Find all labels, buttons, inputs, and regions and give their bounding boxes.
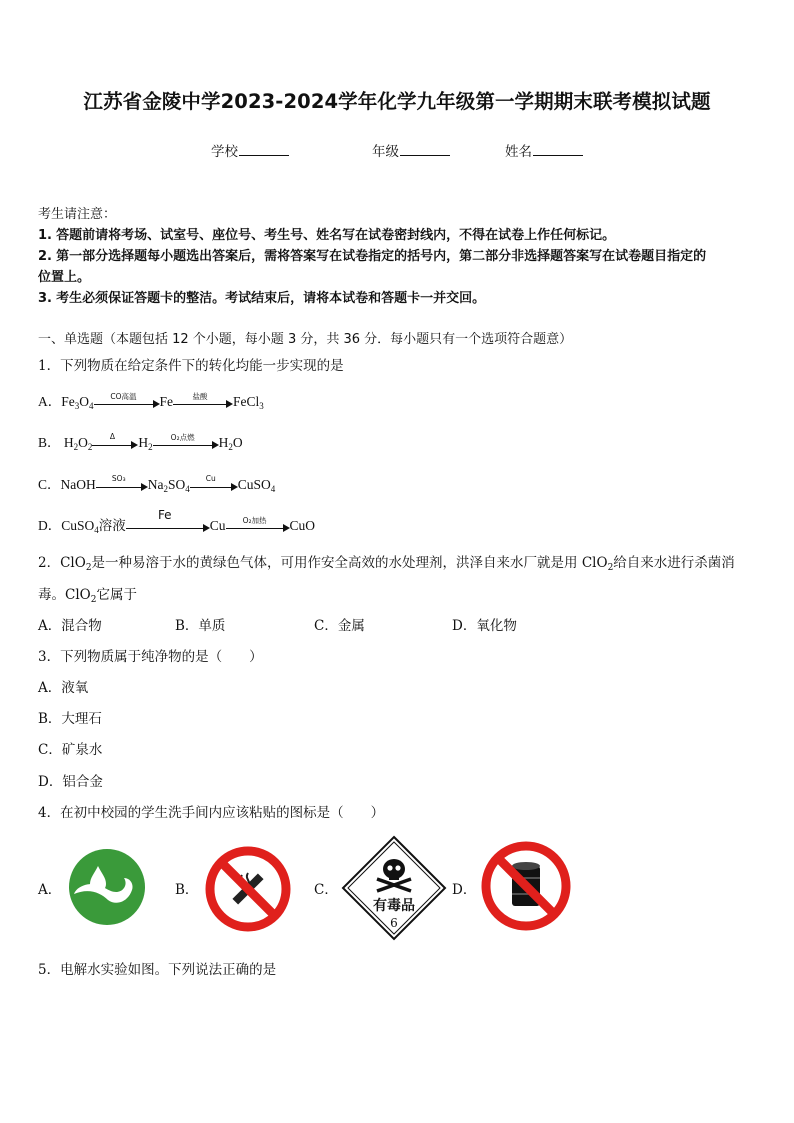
q2-text: 毒。ClO [38,587,91,603]
subscript: 2 [148,442,153,452]
q2-text: 给自来水进行杀菌消 [613,555,735,571]
subscript: 2 [85,563,92,573]
name-label: 姓名 [505,144,532,160]
q5-stem: 5．电解水实验如图。下列说法正确的是 [38,962,277,978]
formula: NaOH [60,477,96,492]
notice-text: 答题前请将考场、试室号、座位号、考生号、姓名写在试卷密封线内，不得在试卷上作任何标记。 [56,228,616,243]
notice-num: 1. [38,228,52,243]
reaction-arrow [190,473,238,495]
condition: SO₃ [111,473,126,483]
q2-stem-line1 [38,551,735,573]
q4-label-a: A． [38,882,62,898]
no-smoking-icon[interactable] [204,845,292,933]
formula: O [232,435,243,450]
subscript: 4 [94,525,99,535]
q2-text: 2．ClO [38,555,86,571]
condition: O₂点燃 [170,432,195,442]
formula: H [218,435,229,450]
subscript: 4 [89,401,94,411]
q1-option-b[interactable] [38,431,243,453]
reaction-arrow [96,473,148,495]
formula: O [79,394,89,409]
formula: H [63,435,74,450]
notice-num: 3. [38,291,52,306]
school-blank[interactable] [239,143,289,156]
condition: O₂加热 [242,515,267,525]
water-saving-icon[interactable] [68,848,146,926]
subscript: 3 [74,401,80,411]
notice-text: 第一部分选择题每小题选出答案后，需将答案写在试卷指定的括号内，第二部分非选择题答案写在试卷题目指定的 [56,249,707,264]
notice-text: 位置上。 [38,270,91,285]
reaction-arrow [126,507,210,536]
formula: Fe [61,394,75,409]
subscript: 2 [228,442,233,452]
formula: Cu [209,518,226,533]
subscript: 2 [163,484,169,494]
subscript: 2 [90,595,97,605]
name-field [505,140,583,160]
grade-label: 年级 [372,144,399,160]
q1-option-c[interactable] [38,473,275,495]
grade-blank[interactable] [400,143,450,156]
condition: 盐酸 [192,391,208,401]
notice-item-2-cont [38,266,90,285]
q4-label-c: C． [314,882,338,898]
name-blank[interactable] [533,143,583,156]
reaction-arrow [94,391,160,412]
notice-item-3 [38,287,485,306]
subscript: 2 [87,442,93,452]
school-label: 学校 [211,144,238,160]
formula: CuSO [237,477,271,492]
q3-option-b[interactable]: B．大理石 [38,711,102,727]
q2-option-c[interactable]: C．金属 [314,618,365,634]
q3-stem: 3．下列物质属于纯净物的是（ ） [38,649,263,665]
q1-stem: 1．下列物质在给定条件下的转化均能一步实现的是 [38,358,344,374]
page-title: 江苏省金陵中学2023-2024学年化学九年级第一学期期末联考模拟试题 [83,90,711,113]
option-label: A． [38,394,62,409]
q2-text: 它属于 [96,587,137,603]
reaction-arrow [226,515,290,536]
q4-label-d: D． [452,882,477,898]
q2-text: 是一种易溶于水的黄绿色气体，可用作安全高效的水处理剂，洪泽自来水厂就是用 ClO [91,555,608,571]
q3-option-a[interactable]: A．液氧 [38,680,89,696]
subscript: 4 [185,484,190,494]
formula: Fe [159,394,173,409]
q4-label-b: B． [175,882,199,898]
toxic-class-number: 6 [390,916,398,930]
toxic-label: 有毒品 [373,898,415,914]
reaction-arrow [92,431,138,453]
notice-item-2 [38,245,706,264]
option-label: C． [38,477,61,492]
toxic-substance-icon[interactable] [341,835,447,941]
condition: Δ [109,431,115,441]
condition: CO高温 [110,391,137,401]
subscript: 2 [73,442,79,452]
school-field [211,140,289,160]
condition: Fe [157,507,172,522]
section-heading: 一、单选题（本题包括 12 个小题，每小题 3 分，共 36 分．每小题只有一个选项符合题意） [38,332,573,347]
condition: Cu [205,473,216,483]
subscript: 2 [607,563,614,573]
formula: H [138,435,149,450]
notice-text: 考生必须保证答题卡的整洁。考试结束后，请将本试卷和答题卡一并交回。 [56,291,486,306]
q4-stem: 4．在初中校园的学生洗手间内应该粘贴的图标是（ ） [38,805,385,821]
formula: SO [168,477,186,492]
no-flammable-drum-icon[interactable] [480,840,572,932]
q1-option-a[interactable] [38,390,264,412]
formula: CuSO [61,518,95,533]
option-label: D． [38,518,62,533]
q2-stem-line2 [38,583,137,605]
notice-item-1 [38,224,615,243]
notice-heading: 考生请注意： [38,207,117,222]
notice-num: 2. [38,249,52,264]
q3-option-d[interactable]: D．铝合金 [38,774,103,790]
q3-option-c[interactable]: C．矿泉水 [38,742,103,758]
grade-field [372,140,450,160]
subscript: 4 [270,484,276,494]
q2-option-b[interactable]: B．单质 [175,618,226,634]
formula: FeCl [233,394,260,409]
q2-option-a[interactable]: A．混合物 [38,618,102,634]
formula: CuO [289,518,316,533]
formula: Na [147,477,164,492]
option-label: B． [38,435,61,450]
q2-option-d[interactable]: D．氧化物 [452,618,517,634]
reaction-arrow [173,391,233,412]
reaction-arrow [153,432,219,453]
formula: O [78,435,88,450]
subscript: 3 [259,401,264,411]
formula: 溶液 [98,518,126,533]
q1-option-d[interactable] [38,507,316,536]
